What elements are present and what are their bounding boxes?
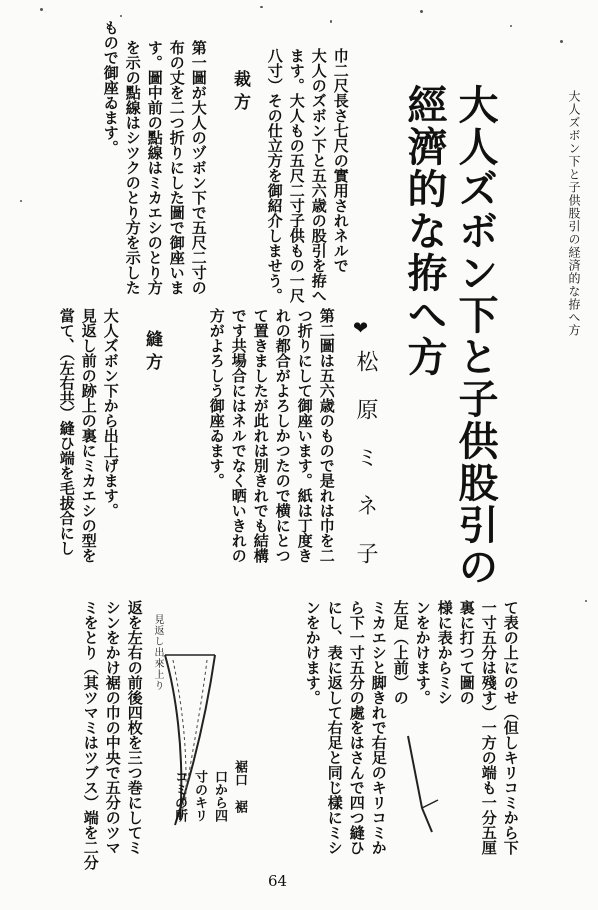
figure2-label: 裾口	[232, 760, 247, 786]
figure1-caption: 見返し出來上り	[152, 614, 163, 691]
cut-col: 布の丈を二つ折りにした圖で御座いま	[167, 40, 186, 295]
lower-col: ミカエシと脚きれで右足のキリコミか	[369, 600, 388, 855]
article-title-line-2: 經濟的な拵へ方	[401, 84, 448, 378]
intro-col: ます。大人もの五尺二寸子供もの一尺	[287, 48, 306, 303]
figure2-label: コミの所	[172, 770, 187, 822]
figure2-label: 寸のキリ	[192, 770, 207, 822]
lower-col: 様に表からミシ	[435, 600, 454, 705]
note-col: 方がよろしう御座ゐます。	[207, 308, 226, 488]
lower-col: ンをかけます。	[413, 600, 432, 705]
sew-col: 見返し前の跡上の裏にミカエシの型を	[79, 308, 98, 563]
lower-col: て表の上にのせ（但しキリコミから下	[501, 600, 520, 855]
author-name: 松原ミネ子	[353, 350, 378, 590]
lower-col: 左足（上前）の	[391, 600, 410, 705]
figure2-label: 口から四	[212, 770, 227, 822]
section-heading-sew: 縫方	[142, 330, 162, 376]
cut-col: す。圖中前の點線はミカエシのとり方	[145, 40, 164, 295]
lower-col: 一寸五分は殘す）一方の端も一分五厘	[479, 600, 498, 855]
note-col: れの都合がよろしかつたので横にとつ	[273, 308, 292, 563]
note-col: つ折りにして御座います。紙は丁度き	[295, 308, 314, 563]
figure2-label: 裾	[232, 800, 247, 813]
intro-col: 大人のズボン下と五六歳の股引を拵へ	[309, 48, 328, 303]
lower-col: 裏に打つて圖の	[457, 600, 476, 705]
lower-left-col: シンをかけ裾の巾の中央で五分のツマ	[103, 600, 122, 855]
section-heading-cut: 裁方	[230, 70, 250, 116]
lower-left-col: 返を左右の前後四枚を三つ巻にしてミ	[125, 600, 144, 855]
cut-col: を示の點線はシツクのとり方を示した	[123, 40, 142, 295]
lower-col: ら下一寸五分の處をはさんで四つ縫ひ	[347, 600, 366, 855]
cut-col: もので御座ゐます。	[101, 20, 120, 155]
article-title-line-1: 大人ズボン下と子供股引の	[452, 84, 499, 588]
note-col: です共場合にはネルでなく晒いきれの	[229, 308, 248, 563]
heart-icon: ❤	[350, 318, 371, 339]
lower-left-col: ミをとり（其ツマミはツブス）端を二分	[81, 600, 100, 870]
cut-col: 第一圖が大人のヅボン下で五尺二寸の	[189, 40, 208, 295]
note-col: て置きましたが此れは別きれでも結構	[251, 308, 270, 563]
lower-col: ンをかけます。	[303, 600, 322, 705]
sew-col: 大人ズボン下から出上げます。	[101, 308, 120, 518]
lower-col: にし、表に返して右足と同じ樣にミシ	[325, 600, 344, 855]
note-col: 第二圖は五六歳のもので是れは巾を二	[317, 308, 336, 563]
running-header: 大人ズボン下と子供股引の経済的な拵へ方	[567, 90, 581, 337]
intro-col: 八寸）その仕立方を御紹介しませう。	[265, 48, 284, 303]
sew-col: 當て、（左右共）縫ひ端を毛拔合にし	[57, 308, 76, 556]
page-number: 64	[268, 872, 288, 890]
intro-col: 巾二尺長さ七尺の實用されネルで	[331, 48, 350, 273]
figure2-drawing	[398, 728, 458, 838]
